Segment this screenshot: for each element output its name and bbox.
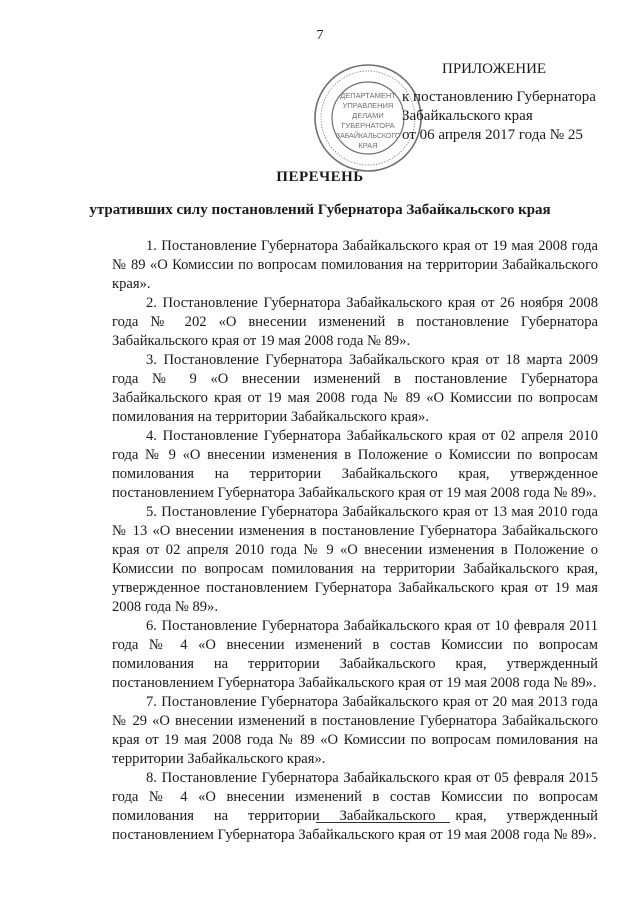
list-item: 5. Постановление Губернатора Забайкальского края от 13 мая 2010 года № 13 «О внесении изменения в постановление Губернатора Забайкальского края от 02 апреля 2010 года № 9 «О внесении изменения в Положение о Комиссии по вопросам помилования на территории Забайкальского края, утвержденное постановлением Губернатора Забайкальского края от 19 мая 2008 года № 89». — [112, 504, 598, 615]
list-item: 1. Постановление Губернатора Забайкальского края от 19 мая 2008 года № 89 «О Комиссии по вопросам помилования на территории Забайкальского края». — [112, 238, 598, 292]
stamp-line-5: ЗАБАЙКАЛЬСКОГО — [335, 133, 401, 140]
document-subtitle: утративших силу постановлений Губернатора Забайкальского края — [89, 202, 551, 218]
appendix-line-2: Забайкальского края — [402, 108, 533, 124]
list-item: 6. Постановление Губернатора Забайкальского края от 10 февраля 2011 года № 4 «О внесении изменений в состав Комиссии по вопросам помилования на территории Забайкальского края, утвержденный постановлением Губернатора Забайкальского края от 19 мая 2008 года № 89». — [112, 618, 598, 691]
appendix-header — [402, 60, 596, 145]
list-item: 8. Постановление Губернатора Забайкальского края от 05 февраля 2015 года № 4 «О внесении изменений в состав Комиссии по вопросам помилования на территории Забайкальского края, утвержденный постановлением Губернатора Забайкальского края от 19 мая 2008 года № 89». — [112, 770, 598, 843]
stamp-line-3: ДЕЛАМИ — [352, 111, 384, 120]
list-item: 4. Постановление Губернатора Забайкальского края от 02 апреля 2010 года № 9 «О внесении изменения в Положение о Комиссии по вопросам помилования на территории Забайкальского края, утвержденное постановлением Губернатора Забайкальского края от 19 мая 2008 года № 89». — [112, 428, 598, 501]
list-item: 2. Постановление Губернатора Забайкальского края от 26 ноября 2008 года № 202 «О внесении изменений в постановление Губернатора Забайкальского края от 19 мая 2008 года № 89». — [112, 295, 598, 349]
appendix-title: ПРИЛОЖЕНИЕ — [442, 61, 547, 77]
list-item: 7. Постановление Губернатора Забайкальского края от 20 мая 2013 года № 29 «О внесении изменений в постановление Губернатора Забайкальского края от 19 мая 2008 года № 89 «О Комиссии по вопросам помилования на территории Забайкальского края». — [112, 694, 598, 767]
list-item: 3. Постановление Губернатора Забайкальского края от 18 марта 2009 года № 9 «О внесении изменений в постановление Губернатора Забайкальского края от 19 мая 2008 года № 89 «О Комиссии по вопросам помилования на территории Забайкальского края». — [112, 352, 598, 425]
appendix-line-1: к постановлению Губернатора — [402, 89, 596, 105]
closing-rule — [316, 822, 450, 823]
stamp-line-1: ДЕПАРТАМЕНТ — [340, 91, 396, 100]
stamp-line-4: ГУБЕРНАТОРА — [341, 121, 395, 130]
stamp-line-6: КРАЯ — [358, 141, 378, 150]
page-number: 7 — [316, 28, 324, 43]
document-title: ПЕРЕЧЕНЬ — [276, 169, 364, 185]
appendix-line-3: от 06 апреля 2017 года № 25 — [402, 127, 583, 143]
repealed-acts-list — [112, 237, 598, 845]
stamp-line-2: УПРАВЛЕНИЯ — [342, 101, 394, 110]
